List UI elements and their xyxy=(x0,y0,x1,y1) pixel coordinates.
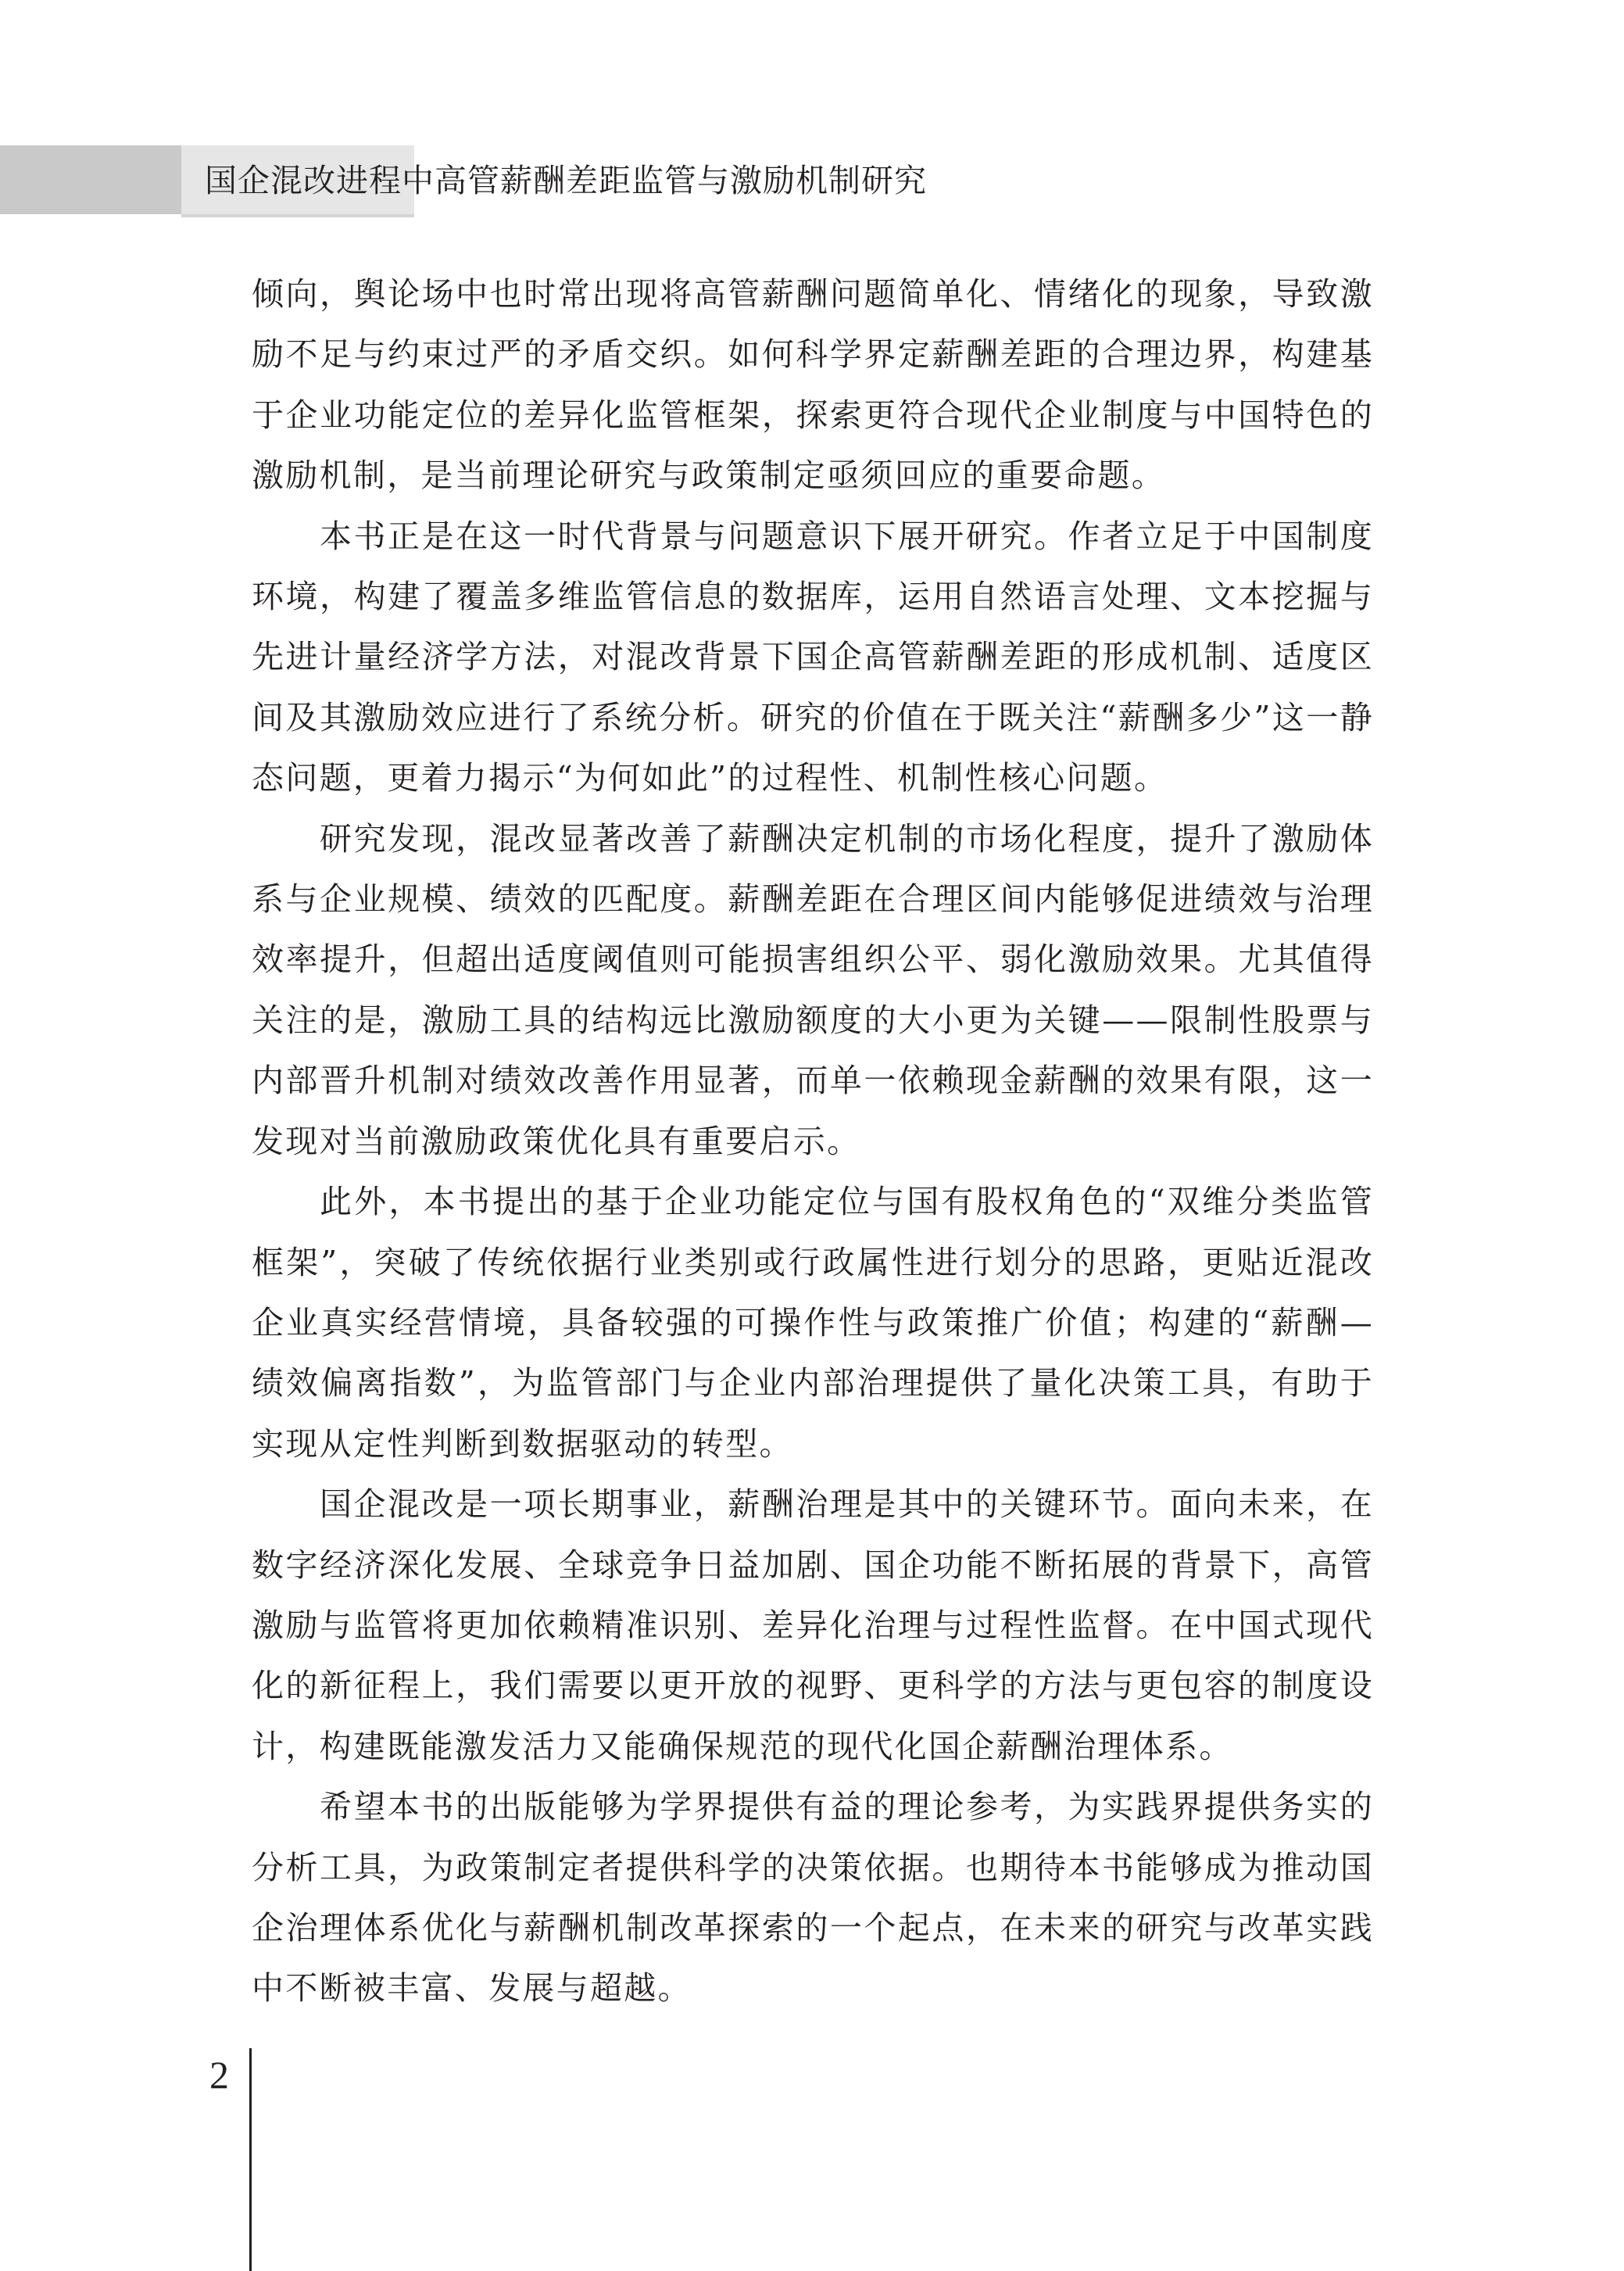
paragraph: 本书正是在这一时代背景与问题意识下展开研究。作者立足于中国制度环境，构建了覆盖多维监管信息的数据库，运用自然语言处理、文本挖掘与先进计量经济学方法，对混改背景下国企高管薪酬差距的形成机制、适度区间及其激励效应进行了系统分析。研究的价值在于既关注“薪酬多少”这一静态问题，更着力揭示“为何如此”的过程性、机制性核心问题。 xyxy=(252,517,1374,797)
paragraph: 此外，本书提出的基于企业功能定位与国有股权角色的“双维分类监管框架”，突破了传统依据行业类别或行政属性进行划分的思路，更贴近混改企业真实经营情境，具备较强的可操作性与政策推广价值；构建的“薪酬—绩效偏离指数”，为监管部门与企业内部治理提供了量化决策工具，有助于实现从定性判断到数据驱动的转型。 xyxy=(252,1183,1374,1463)
page-number: 2 xyxy=(209,2053,229,2097)
body-text xyxy=(252,264,1374,2019)
paragraph: 国企混改是一项长期事业，薪酬治理是其中的关键环节。面向未来，在数字经济深化发展、全球竞争日益加剧、国企功能不断拓展的背景下，高管激励与监管将更加依赖精准识别、差异化治理与过程性监督。在中国式现代化的新征程上，我们需要以更开放的视野、更科学的方法与更包容的制度设计，构建既能激发活力又能确保规范的现代化国企薪酬治理体系。 xyxy=(252,1485,1374,1765)
paragraph: 研究发现，混改显著改善了薪酬决定机制的市场化程度，提升了激励体系与企业规模、绩效的匹配度。薪酬差距在合理区间内能够促进绩效与治理效率提升，但超出适度阈值则可能损害组织公平、弱化激励效果。尤其值得关注的是，激励工具的结构远比激励额度的大小更为关键——限制性股票与内部晋升机制对绩效改善作用显著，而单一依赖现金薪酬的效果有限，这一发现对当前激励政策优化具有重要启示。 xyxy=(252,819,1374,1160)
running-header-title: 国企混改进程中高管薪酬差距监管与激励机制研究 xyxy=(205,162,927,199)
paragraph: 希望本书的出版能够为学界提供有益的理论参考，为实践界提供务实的分析工具，为政策制定者提供科学的决策依据。也期待本书能够成为推动国企治理体系优化与薪酬机制改革探索的一个起点，在未来的研究与改革实践中不断被丰富、发展与超越。 xyxy=(252,1788,1374,2008)
paragraph-continued: 倾向，舆论场中也时常出现将高管薪酬问题简单化、情绪化的现象，导致激励不足与约束过严的矛盾交织。如何科学界定薪酬差距的合理边界，构建基于企业功能定位的差异化监管框架，探索更符合现代企业制度与中国特色的激励机制，是当前理论研究与政策制定亟须回应的重要命题。 xyxy=(252,275,1374,495)
running-header-rule xyxy=(181,214,414,217)
page-number-rule xyxy=(249,2048,252,2271)
